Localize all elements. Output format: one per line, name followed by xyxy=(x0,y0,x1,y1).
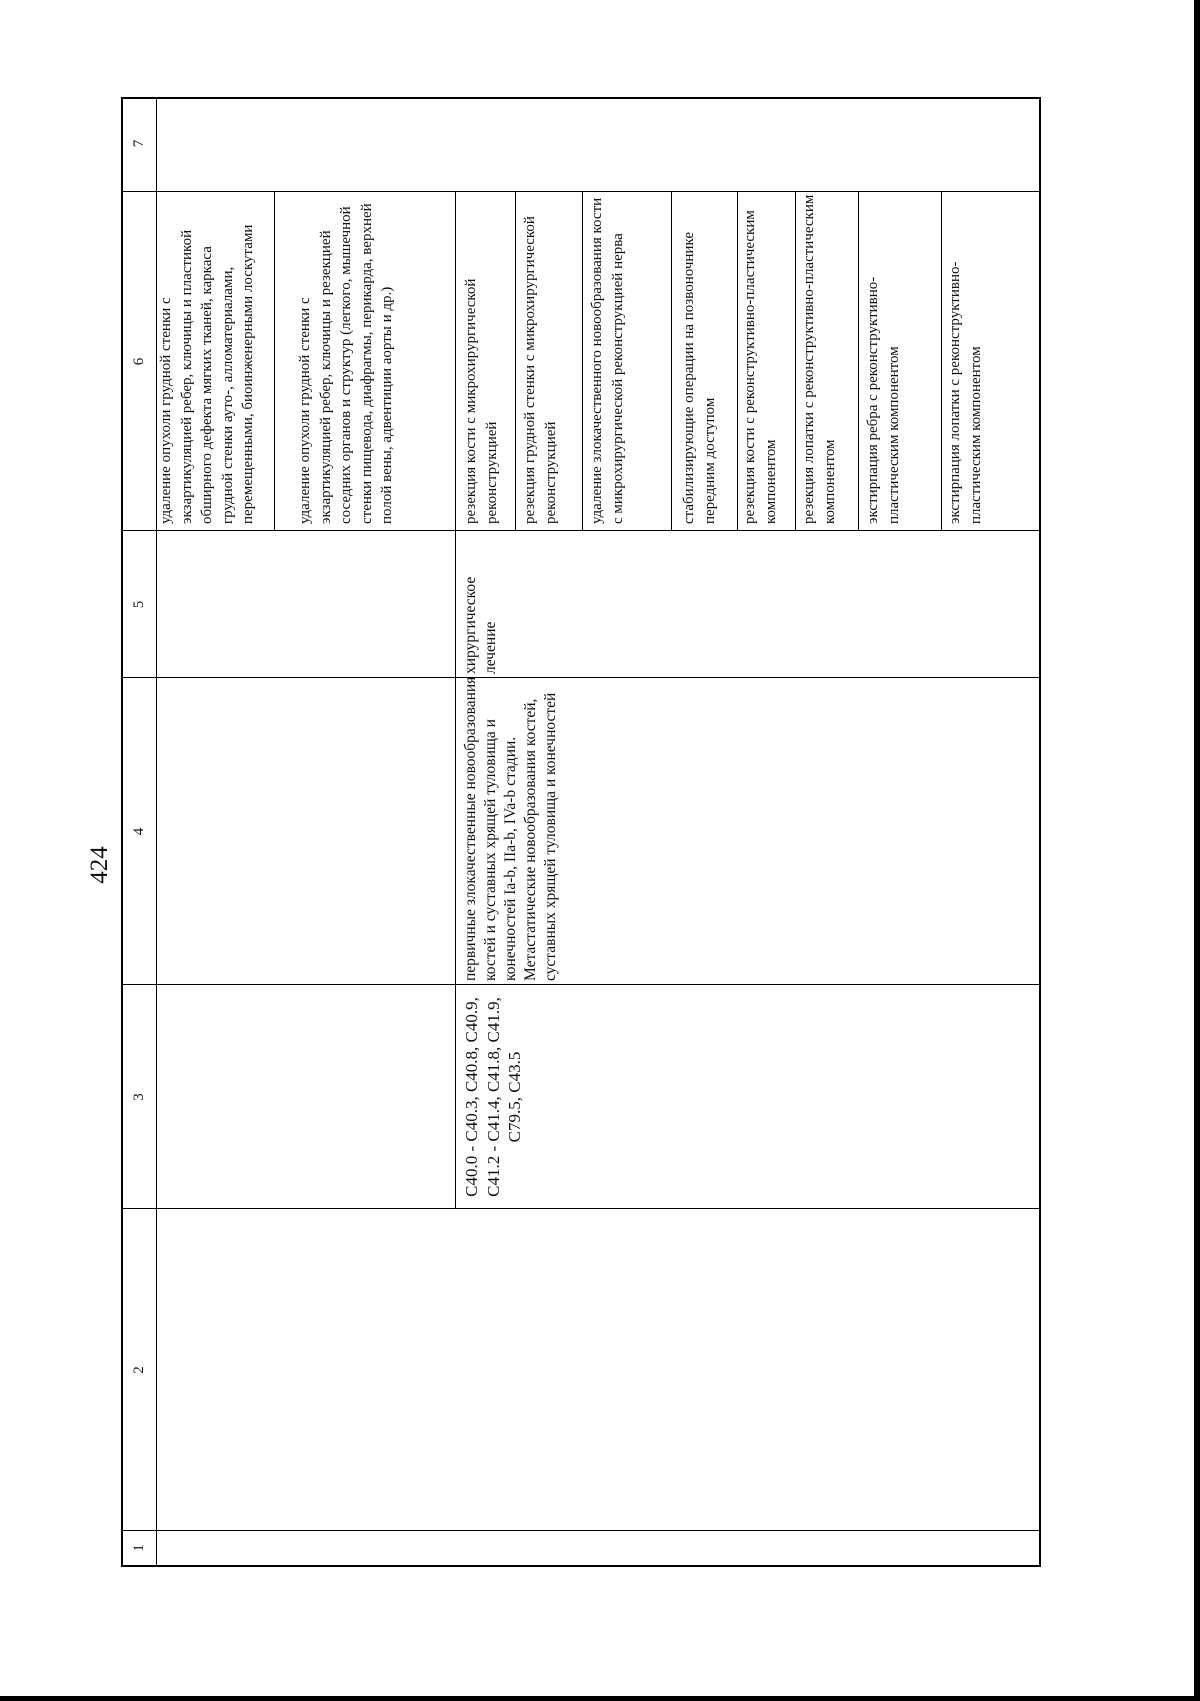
header-col-1: 1 xyxy=(131,1544,147,1552)
header-col-2: 2 xyxy=(131,1366,147,1374)
table-header-row xyxy=(123,99,157,1565)
row-border xyxy=(941,192,942,531)
treatment-type-cell: хирургическое лечение xyxy=(462,576,499,674)
operation-cell-3: резекция кости с микрохирургической реконструкцией xyxy=(463,278,500,524)
col-border xyxy=(123,1530,1041,1531)
row-border xyxy=(737,192,738,531)
operation-cell-10: экстирпация лопатки с реконструктивно-пластическим компонентом xyxy=(947,261,984,524)
codes-cell: C40.0 - C40.3, C40.8, C40.9, C41.2 - C41.4, C41.8, C41.9, C79.5, C43.5 xyxy=(462,997,524,1197)
header-col-5: 5 xyxy=(131,600,147,609)
col-border xyxy=(123,677,1041,678)
operation-cell-8: резекция лопатки с реконструктивно-пластическим компонентом xyxy=(801,194,838,524)
header-col-3: 3 xyxy=(131,1093,147,1101)
row-border xyxy=(795,192,796,531)
scan-edge-bottom xyxy=(0,1696,1200,1701)
row-border xyxy=(582,192,583,531)
operation-cell-4: резекция грудной стенки с микрохирургической реконструкцией xyxy=(522,216,559,524)
row-border xyxy=(274,192,275,531)
operation-cell-7: резекция кости с реконструктивно-пластическим компонентом xyxy=(742,210,779,524)
header-col-6: 6 xyxy=(131,357,147,366)
operation-cell-5: удаление злокачественного новообразования кости с микрохирургической реконструкцией нерва xyxy=(589,197,626,524)
page-number: 424 xyxy=(86,846,113,884)
operation-cell-9: экстирпация ребра с реконструктивно-пластическим компонентом xyxy=(865,276,902,524)
col-border xyxy=(123,1208,1041,1209)
operation-cell-2: удаление опухоли грудной стенки с экзартикуляцией ребер, ключицы и резекцией соседних органов и структур (легкого, мышечной стенки пищевода, диафрагмы, перикарда, верхней полой вены, адвентиции аорты и др.) xyxy=(297,203,395,524)
diagnosis-cell: первичные злокачественные новообразования костей и суставных хрящей туловища и конечностей Ia-b, IIa-b, IVa-b стадии. Метастатические новообразования костей, суставных хрящей туловища и конечностей xyxy=(462,676,559,981)
operation-cell-1: удаление опухоли грудной стенки с экзартикуляцией ребер, ключицы и пластикой обширного дефекта мягких тканей, каркаса грудной стенки ауто-, алломатериалами, перемещенными, биоинженерными лоскутами xyxy=(158,224,256,524)
col-border xyxy=(123,984,1041,985)
scan-edge-right xyxy=(1194,0,1200,1701)
operation-cell-6: стабилизирующие операции на позвоночнике передним доступом xyxy=(681,231,718,524)
row-border xyxy=(515,192,516,531)
header-col-4: 4 xyxy=(131,827,147,836)
row-border xyxy=(455,192,456,1209)
row-border xyxy=(671,192,672,531)
row-border xyxy=(858,192,859,531)
header-col-7: 7 xyxy=(131,139,147,148)
document-table xyxy=(121,97,1041,1567)
